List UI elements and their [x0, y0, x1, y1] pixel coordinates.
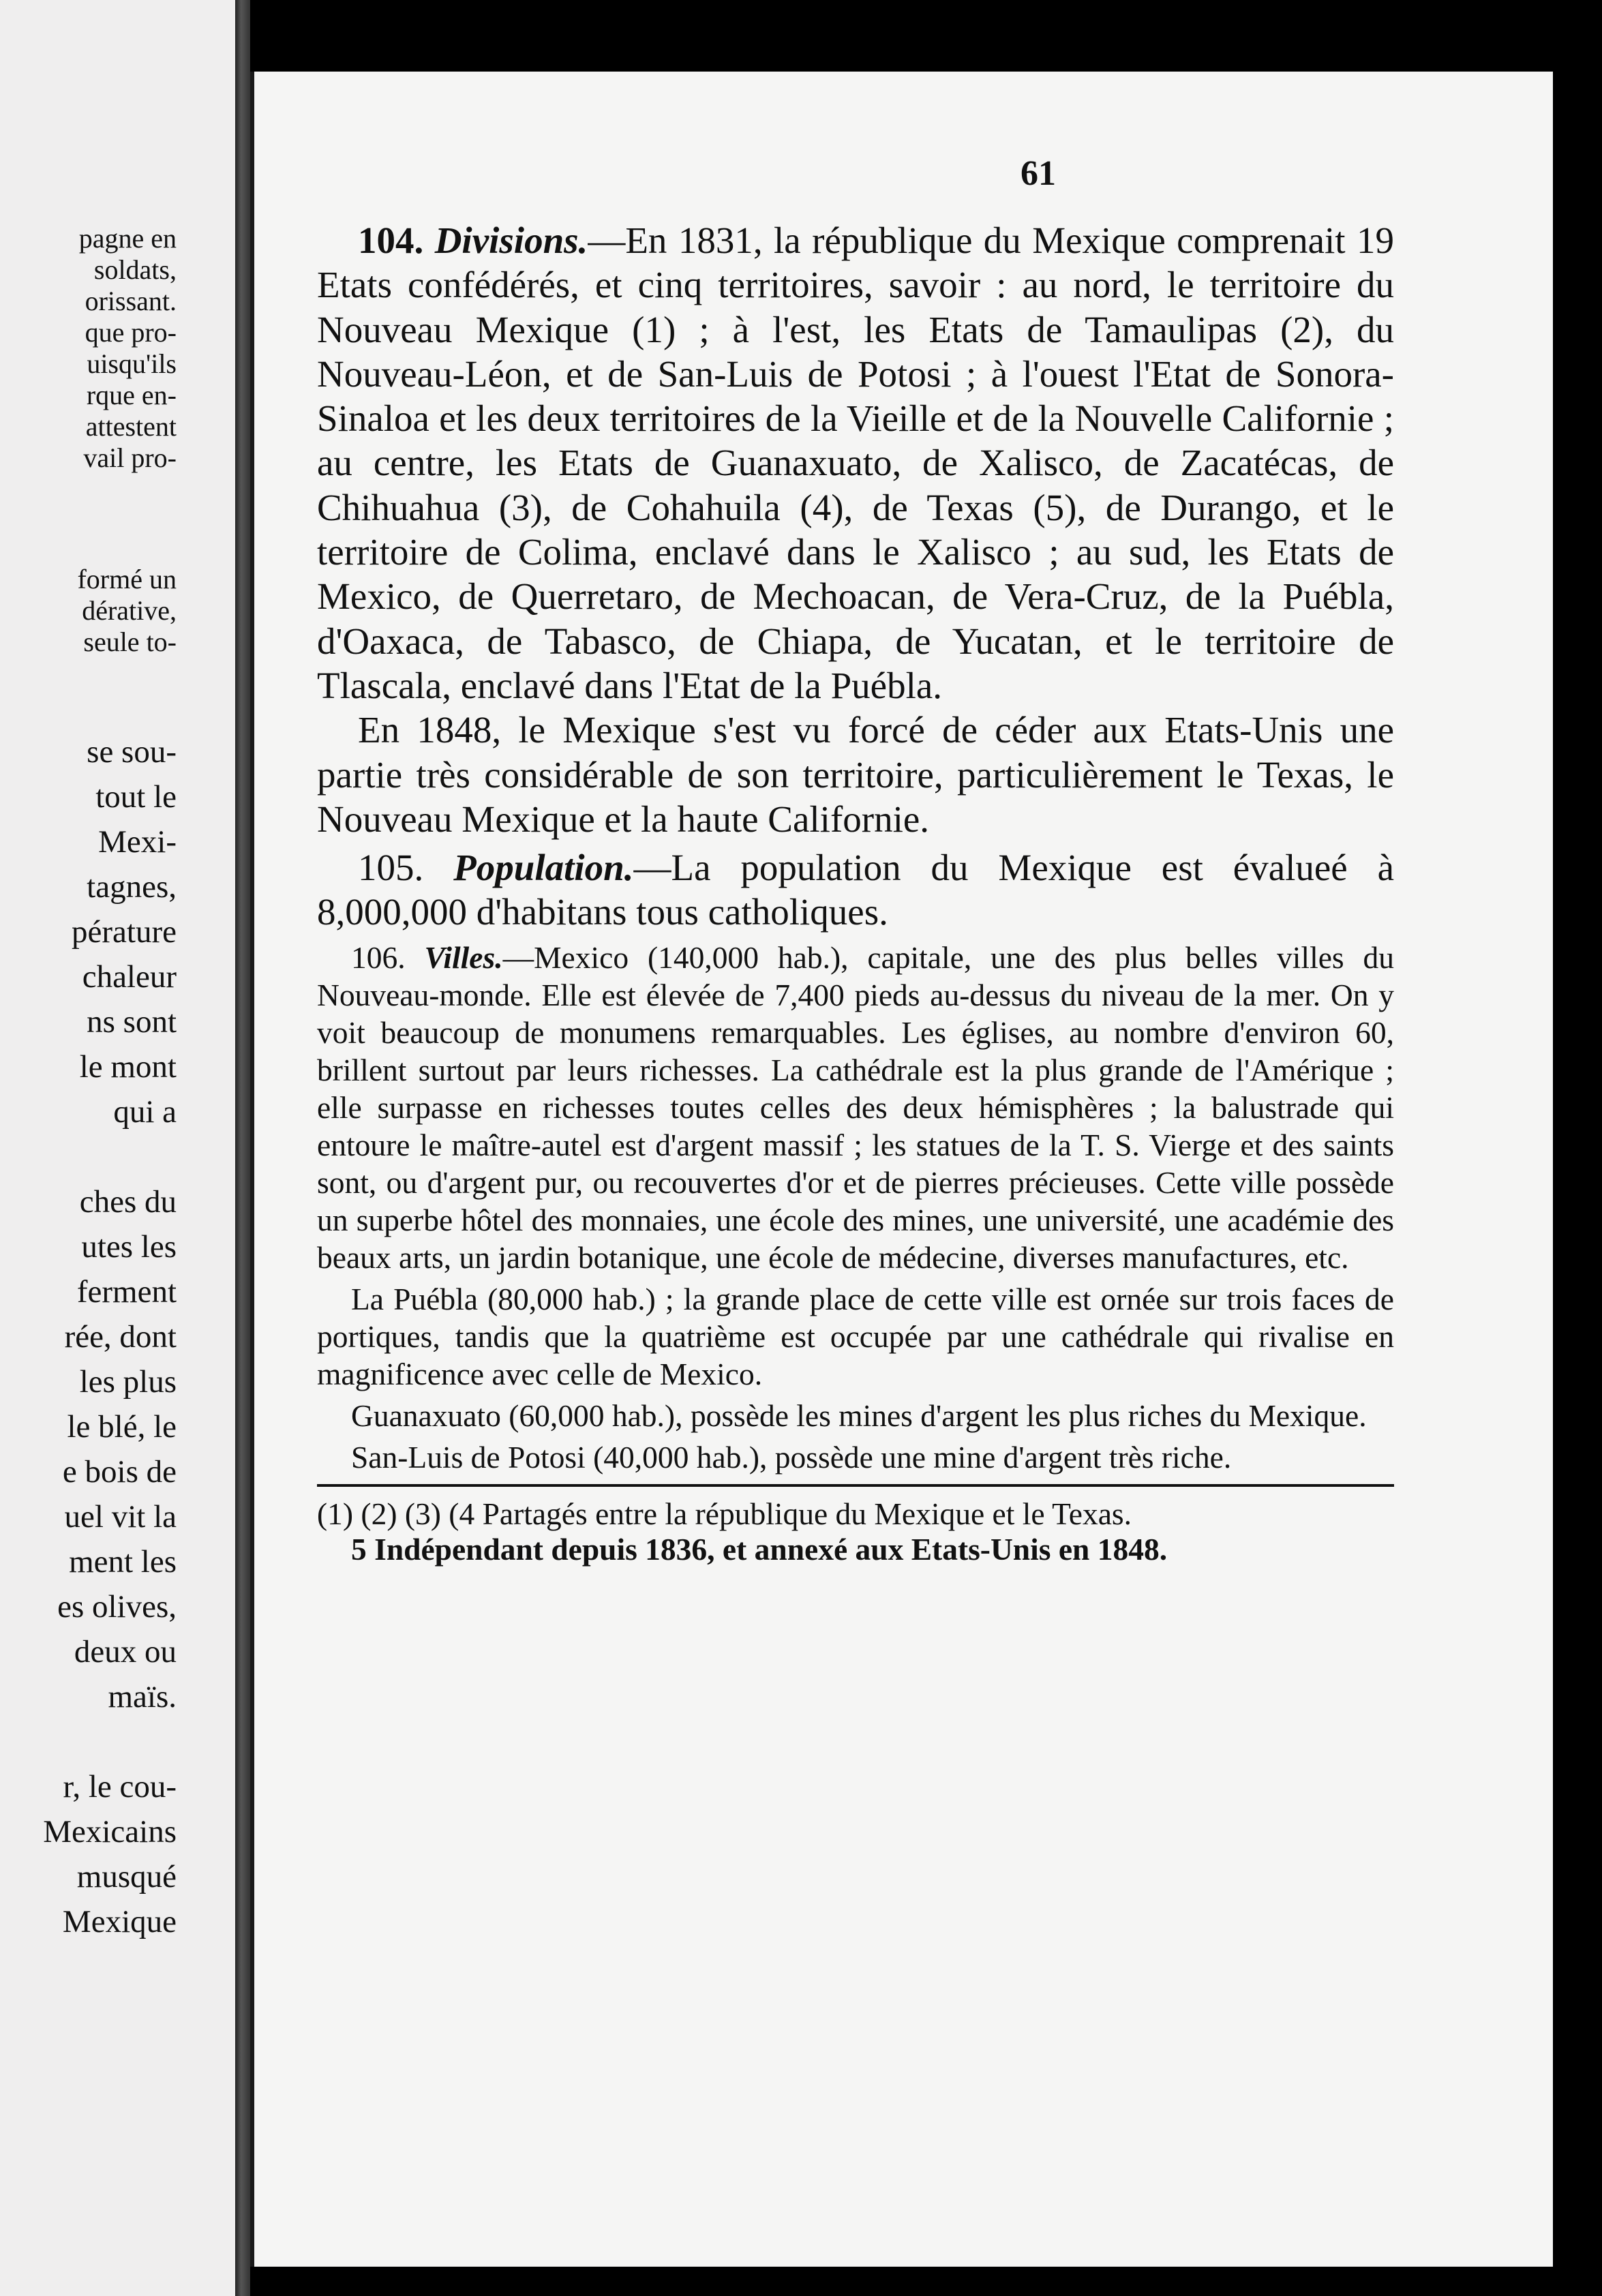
section-number: 106. — [351, 939, 406, 975]
paragraph-text: —La population du Mexique est évalueé à 8,000,000 d'habitans tous catholiques. — [317, 847, 1394, 933]
paragraph-1848: En 1848, le Mexique s'est vu forcé de céder aux Etats-Unis une partie très considérable de son territoire, particulièrement le Texas, le Nouveau Mexique et la haute Californie. — [317, 709, 1394, 840]
facing-page-line: pérature — [72, 914, 177, 950]
section-number: 105. — [358, 847, 424, 889]
facing-page-line: le blé, le — [67, 1409, 177, 1445]
facing-page-line: les plus — [79, 1364, 177, 1400]
book-gutter — [235, 0, 250, 2296]
book-page — [250, 72, 1553, 2267]
facing-page-line: tout le — [95, 779, 177, 815]
paragraph-105 — [317, 845, 1394, 935]
paragraph-text: —En 1831, la république du Mexique comprenait 19 Etats confédérés, et cinq territoires, savoir : au nord, le territoire du Nouveau Mexique (1) ; à l'est, les Etats de Tamaulipas (2), du Nouveau-Léon, et de San-Luis de Potosi ; à l'ouest l'Etat de Sonora-Sinaloa et les deux territoires de la Vieille et de la Nouvelle Californie ; au centre, les Etats de Guanaxuato, de Xalisco, de Zacatécas, de Chihuahua (3), de Cohahuila (4), de Texas (5), de Durango, et le territoire de Colima, enclavé dans le Xalisco ; au sud, les Etats de Mexico, de Querretaro, de Mechoacan, de Vera-Cruz, de la Puébla, d'Oaxaca, de Tabasco, de Chiapa, de Yucatan, et le territoire de Tlascala, enclavé dans l'Etat de la Puébla. — [317, 220, 1395, 706]
facing-page-fragment — [0, 0, 235, 2296]
facing-page-line: ferment — [76, 1274, 177, 1310]
facing-page-line: attestent — [85, 411, 177, 442]
paragraph-puebla: La Puébla (80,000 hab.) ; la grande place de cette ville est ornée sur trois faces de portiques, tandis que la quatrième est occupée par une cathédrale qui rivalise en magnificence avec celle de Mexico. — [317, 1281, 1394, 1391]
facing-page-line: Mexi- — [98, 824, 177, 860]
facing-page-line: Mexicains — [43, 1814, 177, 1849]
facing-page-line: se sou- — [87, 734, 177, 770]
section-title-villes: Villes. — [424, 939, 503, 975]
footnote-rule — [317, 1484, 1394, 1487]
facing-page-line: que pro- — [85, 317, 177, 348]
page-number: 61 — [1021, 154, 1056, 193]
facing-page-line: uel vit la — [64, 1499, 177, 1535]
facing-page-line: tagnes, — [87, 869, 177, 905]
facing-page-line: e bois de — [62, 1454, 177, 1490]
facing-page-line: musqué — [76, 1859, 177, 1894]
section-number: 104. — [358, 220, 424, 261]
facing-page-line: orissant. — [85, 286, 177, 316]
facing-page-line: rque en- — [86, 380, 177, 410]
paragraph-106 — [317, 939, 1394, 1276]
section-title-divisions: Divisions. — [434, 220, 588, 261]
facing-page-line: dérative, — [82, 595, 177, 626]
facing-page-line: r, le cou- — [63, 1769, 177, 1804]
facing-page-line: uisqu'ils — [87, 348, 177, 379]
facing-page-line: ns sont — [87, 1004, 177, 1040]
facing-page-line: soldats, — [93, 254, 177, 285]
facing-page-line: le mont — [79, 1049, 177, 1085]
paragraph-104 — [317, 218, 1394, 708]
facing-page-line: formé un — [77, 564, 177, 594]
facing-page-line: maïs. — [108, 1679, 177, 1715]
paragraph-text: —Mexico (140,000 hab.), capitale, une des plus belles villes du Nouveau-monde. Elle est élevée de 7,400 pieds au-dessus du niveau de la mer. On y voit beaucoup de monumens remarquables. Les églises, au nombre d'environ 60, brillent surtout par leurs richesses. La cathédrale est la plus grande de l'Amérique ; elle surpasse en richesses toutes celles des deux hémisphères ; la balustrade qui entoure le maître-autel est d'argent massif ; les statues de la T. S. Vierge et des saints sont, ou d'argent pur, ou recouvertes d'or et de pierres précieuses. Cette ville possède un superbe hôtel des monnaies, une école des mines, une université, une académie des beaux arts, un jardin botanique, une école de médecine, diverses manufactures, etc. — [317, 939, 1395, 1275]
facing-page-line: utes les — [81, 1229, 177, 1265]
facing-page-line: es olives, — [57, 1589, 177, 1625]
facing-page-line: pagne en — [78, 223, 177, 254]
page-body — [317, 218, 1394, 1567]
facing-page-line: vail pro- — [83, 442, 177, 473]
paragraph-san-luis: San-Luis de Potosi (40,000 hab.), possède une mine d'argent très riche. — [351, 1439, 1232, 1475]
footnote-2: 5 Indépendant depuis 1836, et annexé aux Etats-Unis en 1848. — [351, 1531, 1168, 1567]
paragraph-guanaxuato: Guanaxuato (60,000 hab.), possède les mines d'argent les plus riches du Mexique. — [351, 1398, 1367, 1433]
facing-page-line: rée, dont — [64, 1319, 177, 1355]
facing-page-line: deux ou — [74, 1634, 177, 1670]
facing-page-line: seule to- — [83, 626, 177, 657]
facing-page-line: Mexique — [62, 1904, 177, 1939]
facing-page-line: chaleur — [82, 959, 177, 995]
facing-page-line: ment les — [69, 1544, 177, 1580]
footnote-1: (1) (2) (3) (4 Partagés entre la république du Mexique et le Texas. — [317, 1496, 1132, 1531]
section-title-population: Population. — [453, 847, 634, 889]
facing-page-line: qui a — [113, 1094, 177, 1130]
facing-page-line: ches du — [79, 1184, 177, 1220]
